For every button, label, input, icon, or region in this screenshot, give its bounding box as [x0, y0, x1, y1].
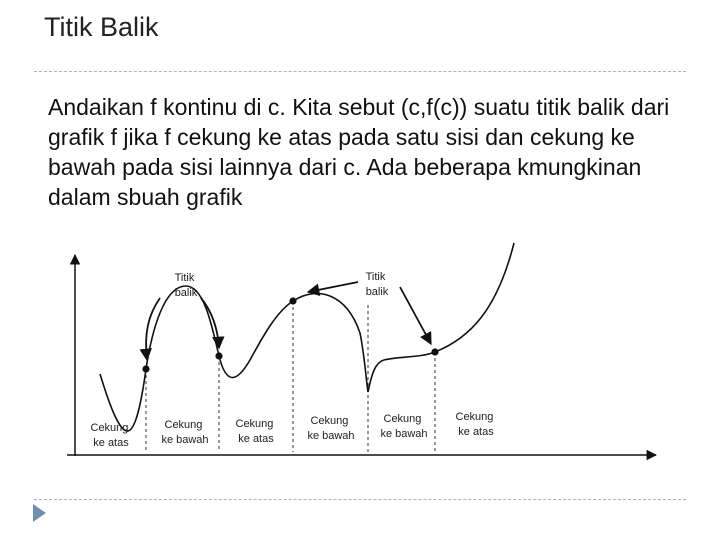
callout-label-1: Titik balik [174, 272, 198, 299]
bottom-divider [34, 499, 686, 500]
region-label-6: Cekung ke atas [455, 411, 494, 438]
inflection-diagram [0, 240, 720, 470]
region-label-1: Cekung ke atas [90, 422, 129, 449]
callout-arrow-1a [146, 298, 160, 360]
top-divider [34, 71, 686, 72]
inflection-point-2 [215, 352, 222, 359]
region-label-5: Cekung ke bawah [380, 413, 428, 440]
function-curve [100, 243, 514, 431]
callout-label-2: Titik balik [365, 271, 389, 298]
region-label-2: Cekung ke bawah [161, 419, 209, 446]
callout-arrow-2a [308, 282, 358, 292]
inflection-point-4 [431, 348, 438, 355]
callout-arrow-2b [400, 287, 431, 344]
region-label-3: Cekung ke atas [235, 418, 274, 445]
inflection-point-3 [289, 297, 296, 304]
triangle-bullet-icon [33, 504, 46, 522]
inflection-point-1 [142, 365, 149, 372]
definition-paragraph: Andaikan f kontinu di c. Kita sebut (c,f(c)) suatu titik balik dari grafik f jika f cekung ke atas pada satu sisi dan cekung ke bawah pada sisi lainnya dari c. Ada beberapa kmungkinan dalam sbuah grafik [48, 94, 670, 210]
region-label-4: Cekung ke bawah [307, 415, 355, 442]
slide-title: Titik Balik [44, 12, 159, 42]
